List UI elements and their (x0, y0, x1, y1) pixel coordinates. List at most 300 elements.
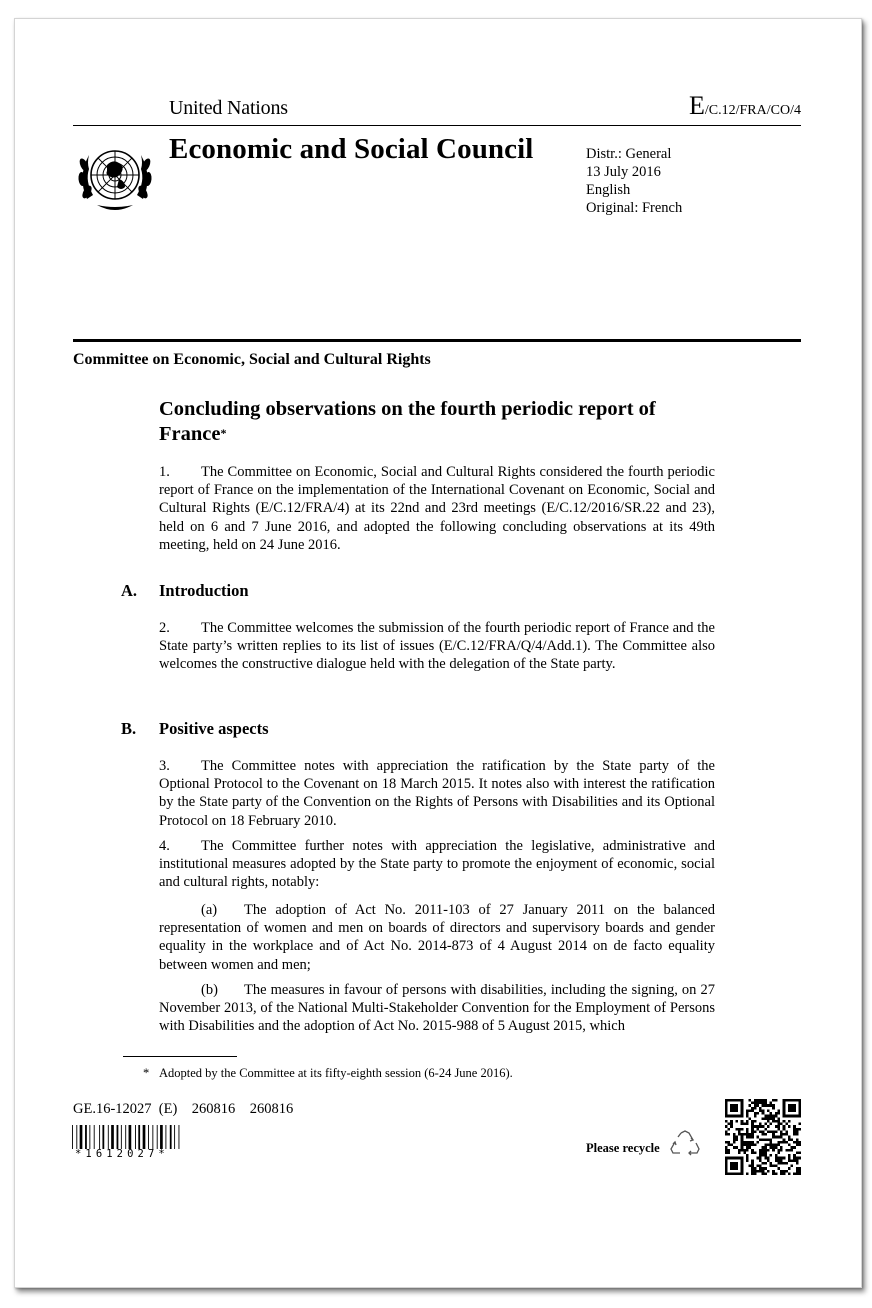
qr-module (767, 1138, 770, 1141)
section-heading-a (121, 581, 249, 601)
qr-module (759, 1159, 762, 1162)
qr-module (759, 1102, 762, 1105)
qr-module (764, 1162, 767, 1165)
qr-module (735, 1136, 738, 1139)
qr-module (728, 1151, 731, 1154)
qr-module (751, 1120, 754, 1123)
qr-module (733, 1133, 736, 1136)
qr-module (777, 1112, 780, 1115)
footnote-rule (123, 1056, 237, 1057)
qr-module (730, 1104, 738, 1112)
qr-module (764, 1133, 767, 1136)
qr-module (754, 1115, 757, 1118)
footnote-marker: * (143, 1066, 150, 1080)
qr-module (756, 1104, 759, 1107)
symbol-prefix: E (689, 91, 705, 120)
barcode-bar (170, 1125, 172, 1149)
qr-module (754, 1102, 757, 1105)
paragraph-text: The Committee notes with appreciation the ratification by the State party of the Optional Protocol to the Covenant on 18 March 2015. It notes also with interest the ratification by the State party of the Convention on the Rights of Persons with Disabilities and its Optional Protocol on 18 February 2010. (159, 758, 715, 829)
qr-module (756, 1165, 759, 1168)
barcode-bar (94, 1125, 95, 1149)
qr-module (754, 1099, 757, 1102)
qr-module (743, 1151, 746, 1154)
qr-module (791, 1149, 794, 1152)
qr-module (764, 1144, 767, 1147)
qr-module (746, 1120, 749, 1123)
document-symbol (689, 91, 801, 121)
qr-module (741, 1146, 744, 1149)
qr-module (725, 1099, 743, 1102)
qr-module (725, 1120, 728, 1123)
qr-module (746, 1109, 749, 1112)
qr-module (772, 1117, 775, 1120)
qr-module (754, 1170, 757, 1173)
qr-module (759, 1170, 762, 1173)
qr-module (764, 1099, 767, 1102)
qr-module (751, 1170, 754, 1173)
qr-module (728, 1141, 731, 1144)
qr-module (746, 1112, 749, 1115)
qr-module (762, 1162, 765, 1165)
paragraph-text: The adoption of Act No. 2011-103 of 27 January 2011 on the balanced representation of women and men on boards of directors and supervisory boards and gender equality in the workplace and of Act No. 2014-873 of 4 August 2014 on de facto equality between women and men; (159, 902, 715, 973)
qr-module (762, 1133, 765, 1136)
qr-module (775, 1165, 778, 1168)
qr-module (754, 1151, 757, 1154)
qr-module (783, 1170, 786, 1173)
qr-module (759, 1151, 762, 1154)
qr-module (746, 1123, 749, 1126)
qr-module (725, 1157, 743, 1160)
qr-module (762, 1130, 765, 1133)
paragraph-number: 3. (159, 758, 170, 774)
qr-module (791, 1159, 794, 1162)
qr-module (767, 1104, 770, 1107)
section-letter: B. (121, 719, 137, 738)
qr-module (772, 1130, 775, 1133)
qr-module (793, 1130, 796, 1133)
qr-module (777, 1149, 780, 1152)
qr-module (725, 1133, 728, 1136)
qr-module (770, 1104, 773, 1107)
qr-module (751, 1151, 754, 1154)
qr-module (770, 1162, 773, 1165)
qr-module (762, 1170, 765, 1173)
qr-module (759, 1123, 762, 1126)
barcode-text: *1612027* (75, 1148, 169, 1160)
qr-module (754, 1125, 757, 1128)
qr-module (775, 1144, 778, 1147)
qr-module (783, 1133, 786, 1136)
qr-module (796, 1170, 799, 1173)
qr-module (780, 1146, 783, 1149)
qr-module (770, 1154, 773, 1157)
qr-module (772, 1104, 775, 1107)
qr-module (746, 1159, 749, 1162)
paragraph-3 (159, 757, 715, 830)
qr-module (725, 1172, 743, 1175)
barcode-bar (160, 1125, 163, 1149)
qr-module (793, 1146, 796, 1149)
qr-module (772, 1120, 775, 1123)
qr-module (725, 1157, 728, 1175)
qr-module (756, 1125, 759, 1128)
qr-module (743, 1144, 746, 1147)
qr-module (759, 1154, 762, 1157)
qr-module (749, 1136, 752, 1139)
qr-module (783, 1099, 801, 1102)
qr-module (741, 1099, 744, 1117)
header-thick-rule (73, 339, 801, 342)
qr-module (777, 1109, 780, 1112)
qr-module (764, 1117, 767, 1120)
qr-module (780, 1141, 783, 1144)
qr-module (725, 1125, 728, 1128)
qr-module (775, 1130, 778, 1133)
qr-module (764, 1146, 767, 1149)
qr-module (749, 1141, 752, 1144)
subparagraph-b (159, 981, 715, 1036)
qr-module (770, 1117, 773, 1120)
barcode-bar (99, 1125, 100, 1149)
qr-module (741, 1123, 744, 1126)
qr-module (785, 1130, 788, 1133)
qr-module (798, 1141, 801, 1144)
qr-module (785, 1149, 788, 1152)
qr-module (746, 1157, 749, 1160)
qr-module (798, 1128, 801, 1131)
qr-module (764, 1115, 767, 1118)
qr-module (775, 1112, 778, 1115)
qr-module (762, 1138, 765, 1141)
qr-module (762, 1149, 765, 1152)
qr-module (746, 1136, 749, 1139)
barcode-bar (111, 1125, 114, 1149)
qr-module (764, 1128, 767, 1131)
qr-module (749, 1104, 752, 1107)
qr-module (730, 1162, 738, 1170)
qr-module (775, 1125, 778, 1128)
barcode-bar (148, 1125, 149, 1149)
qr-module (762, 1117, 765, 1120)
qr-module (741, 1133, 744, 1136)
qr-module (788, 1125, 791, 1128)
qr-module (733, 1138, 736, 1141)
qr-module (772, 1115, 775, 1118)
barcode-bar (138, 1125, 140, 1149)
document-page (14, 18, 862, 1288)
qr-module (788, 1167, 791, 1170)
qr-module (741, 1149, 744, 1152)
paragraph-text: The measures in favour of persons with disabilities, including the signing, on 27 November 2013, of the National Multi-Stakeholder Convention for the Employment of Persons with Disabilities and the adoption of Act No. 2015-988 of 5 August 2015, which (159, 982, 715, 1035)
qr-module (764, 1104, 767, 1107)
qr-module (762, 1167, 765, 1170)
qr-module (741, 1138, 744, 1141)
qr-module (785, 1123, 788, 1126)
qr-module (772, 1170, 775, 1173)
qr-module (746, 1154, 749, 1157)
qr-module (783, 1125, 786, 1128)
qr-module (798, 1151, 801, 1154)
qr-module (759, 1107, 762, 1110)
qr-module (788, 1138, 791, 1141)
qr-module (772, 1107, 775, 1110)
qr-module (777, 1123, 780, 1126)
qr-module (746, 1146, 749, 1149)
qr-module (793, 1128, 796, 1131)
qr-module (735, 1146, 738, 1149)
qr-module (780, 1133, 783, 1136)
qr-module (780, 1157, 783, 1160)
title-text: Concluding observations on the fourth periodic report of France (159, 398, 656, 445)
qr-module (775, 1099, 778, 1102)
qr-module (777, 1117, 780, 1120)
qr-module (772, 1136, 775, 1139)
qr-module (777, 1159, 780, 1162)
recycle-label: Please recycle (586, 1141, 660, 1155)
qr-module (796, 1138, 799, 1141)
qr-module (764, 1138, 767, 1141)
qr-module (767, 1117, 770, 1120)
qr-module (764, 1151, 767, 1154)
qr-module (730, 1125, 733, 1128)
qr-module (762, 1125, 765, 1128)
subparagraph-a (159, 901, 715, 974)
qr-module (751, 1149, 754, 1152)
qr-module (770, 1146, 773, 1149)
qr-module (733, 1136, 736, 1139)
qr-module (793, 1125, 796, 1128)
qr-module (749, 1099, 752, 1102)
qr-module (725, 1149, 728, 1152)
barcode-bar (165, 1125, 166, 1149)
section-heading-b (121, 719, 269, 739)
qr-module (764, 1102, 767, 1105)
qr-module (749, 1109, 752, 1112)
qr-module (741, 1141, 744, 1144)
qr-module (783, 1138, 786, 1141)
qr-module (728, 1123, 731, 1126)
qr-module (770, 1112, 773, 1115)
barcode-bar (152, 1125, 153, 1149)
qr-module (743, 1141, 746, 1144)
qr-module (770, 1130, 773, 1133)
qr-module (756, 1170, 759, 1173)
paragraph-text: The Committee welcomes the submission of the fourth periodic report of France and the State party’s written replies to its list of issues (E/C.12/FRA/Q/4/Add.1). The Committee also welcomes the constructive dialogue held with the delegation of the State party. (159, 620, 715, 673)
qr-module (764, 1167, 767, 1170)
qr-module (738, 1130, 741, 1133)
qr-module (738, 1128, 741, 1131)
qr-module (793, 1133, 796, 1136)
qr-module (793, 1159, 796, 1162)
qr-module (762, 1151, 765, 1154)
qr-module (772, 1172, 775, 1175)
paragraph-4 (159, 837, 715, 892)
qr-module (762, 1104, 765, 1107)
qr-module (756, 1112, 759, 1115)
paragraph-number: 1. (159, 464, 170, 480)
qr-module (772, 1149, 775, 1152)
header-rule (73, 125, 801, 126)
qr-module (751, 1128, 754, 1131)
qr-module (738, 1151, 741, 1154)
qr-module (764, 1157, 767, 1160)
barcode-bar (179, 1125, 180, 1149)
barcode-bar (143, 1125, 146, 1149)
qr-module (767, 1157, 770, 1160)
symbol-rest: /C.12/FRA/CO/4 (704, 103, 801, 118)
qr-module (777, 1151, 780, 1154)
qr-module (788, 1172, 791, 1175)
qr-module (775, 1120, 778, 1123)
barcode-bar (129, 1125, 132, 1149)
qr-module (725, 1130, 728, 1133)
document-title (159, 397, 719, 446)
qr-module (754, 1144, 757, 1147)
footnote-text: Adopted by the Committee at its fifty-eighth session (6-24 June 2016). (159, 1066, 513, 1080)
qr-module (780, 1170, 783, 1173)
barcode-bar (80, 1125, 83, 1149)
qr-module (754, 1104, 757, 1107)
qr-module (780, 1123, 783, 1126)
qr-module (783, 1099, 786, 1117)
qr-module (764, 1123, 767, 1126)
qr-module (777, 1141, 780, 1144)
qr-module (793, 1172, 796, 1175)
qr-module (754, 1172, 757, 1175)
barcode-bar (102, 1125, 104, 1149)
qr-module (796, 1151, 799, 1154)
qr-module (751, 1130, 754, 1133)
qr-module (796, 1157, 799, 1160)
qr-module (772, 1099, 775, 1102)
qr-module (741, 1136, 744, 1139)
barcode-bar (89, 1125, 90, 1149)
qr-module (751, 1125, 754, 1128)
qr-module (767, 1120, 770, 1123)
qr-module (770, 1123, 773, 1126)
qr-module (725, 1141, 728, 1144)
qr-module (796, 1162, 799, 1165)
qr-module (743, 1149, 746, 1152)
qr-module (733, 1141, 736, 1144)
qr-module (759, 1099, 762, 1102)
barcode-bar (108, 1125, 109, 1149)
recycle-icon (669, 1129, 701, 1159)
qr-module (746, 1133, 749, 1136)
qr-module (746, 1128, 749, 1131)
qr-module (756, 1128, 759, 1131)
qr-module (780, 1172, 783, 1175)
qr-module (788, 1120, 791, 1123)
qr-module (749, 1133, 752, 1136)
qr-module (725, 1115, 743, 1118)
qr-module (783, 1162, 786, 1165)
qr-module (751, 1123, 754, 1126)
section-title: Introduction (159, 581, 249, 600)
qr-module (767, 1159, 770, 1162)
qr-module (788, 1144, 791, 1147)
job-number: GE.16-12027 (E) 260816 260816 (73, 1101, 294, 1117)
paragraph-1 (159, 463, 715, 554)
qr-module (775, 1157, 778, 1160)
qr-module (772, 1146, 775, 1149)
distribution-line: English (586, 182, 631, 198)
qr-module (764, 1172, 767, 1175)
qr-module (751, 1109, 754, 1112)
qr-module (751, 1159, 754, 1162)
qr-module (783, 1115, 801, 1118)
barcode-bar (76, 1125, 77, 1149)
qr-module (759, 1149, 762, 1152)
qr-module (775, 1115, 778, 1118)
qr-module (741, 1144, 744, 1147)
qr-module (751, 1102, 754, 1105)
qr-module (762, 1112, 765, 1115)
barcode-bar (135, 1125, 136, 1149)
qr-module (798, 1099, 801, 1117)
qr-module (785, 1133, 788, 1136)
qr-module (759, 1157, 762, 1160)
qr-module (738, 1149, 741, 1152)
qr-module (785, 1162, 788, 1165)
qr-module (796, 1167, 799, 1170)
qr-module (772, 1133, 775, 1136)
org-name: United Nations (169, 97, 288, 119)
section-letter: A. (121, 581, 138, 600)
qr-module (749, 1146, 752, 1149)
qr-module (754, 1112, 757, 1115)
qr-module (767, 1170, 770, 1173)
qr-module (762, 1102, 765, 1105)
qr-module (751, 1165, 754, 1168)
qr-module (751, 1136, 754, 1139)
qr-module (735, 1138, 738, 1141)
qr-module (767, 1149, 770, 1152)
qr-module (798, 1170, 801, 1173)
qr-module (733, 1146, 736, 1149)
barcode-bar (121, 1125, 122, 1149)
qr-module (746, 1130, 749, 1133)
qr-module (791, 1146, 794, 1149)
qr-module (759, 1125, 762, 1128)
qr-module (796, 1130, 799, 1133)
qr-module (796, 1128, 799, 1131)
qr-module (777, 1136, 780, 1139)
title-footnote-marker: * (220, 426, 227, 440)
qr-module (754, 1107, 757, 1110)
qr-module (788, 1157, 791, 1160)
qr-module (762, 1099, 765, 1102)
qr-module (785, 1170, 788, 1173)
qr-module (728, 1128, 731, 1131)
qr-module (756, 1141, 759, 1144)
qr-module (754, 1120, 757, 1123)
qr-module (754, 1130, 757, 1133)
qr-module (788, 1136, 791, 1139)
qr-module (777, 1128, 780, 1131)
qr-module (725, 1151, 728, 1154)
qr-module (796, 1144, 799, 1147)
qr-module (749, 1165, 752, 1168)
qr-module (762, 1154, 765, 1157)
qr-module (749, 1117, 752, 1120)
qr-module (777, 1167, 780, 1170)
qr-module (756, 1136, 759, 1139)
qr-module (775, 1146, 778, 1149)
qr-module (770, 1115, 773, 1118)
paragraph-text: The Committee further notes with appreciation the legislative, administrative and institutional measures adopted by the State party to promote the enjoyment of economic, social and cultural rights, notably: (159, 838, 715, 891)
qr-module (798, 1144, 801, 1147)
